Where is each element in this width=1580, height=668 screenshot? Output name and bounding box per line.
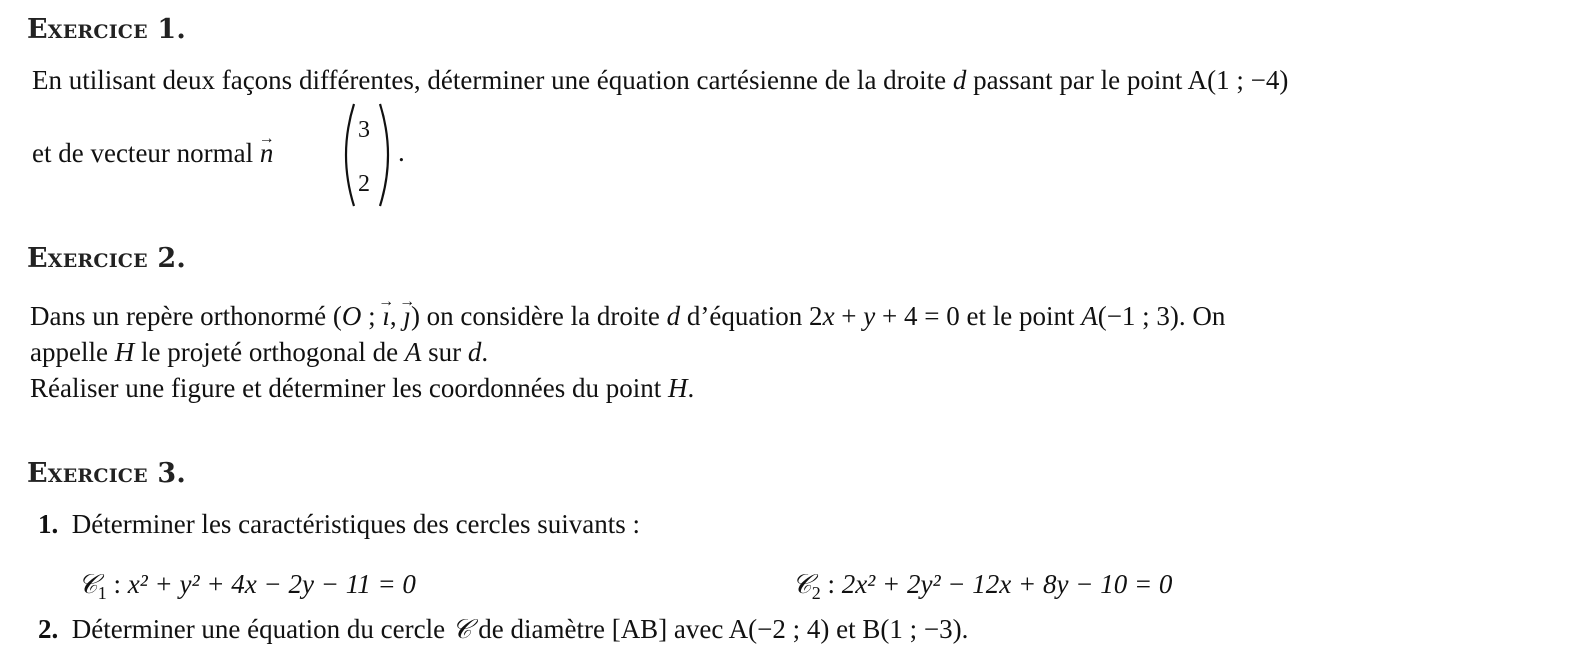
ex1-text-c: et de vecteur normal xyxy=(32,138,254,168)
origin-O: O xyxy=(341,301,362,331)
ex2-var-d: d xyxy=(666,301,681,331)
ex2-point-H-2: H xyxy=(668,373,688,403)
exercise-2-line-3 xyxy=(30,370,694,406)
ex2-var-y: y xyxy=(863,301,876,331)
exercise-1-title: Exercice 1. xyxy=(27,14,186,45)
circle-1-name: 𝒞 xyxy=(78,569,98,600)
ex2-text-b: ) on considère la droite xyxy=(410,301,660,331)
question-1-number: 1. xyxy=(38,509,59,539)
circle-1-equation xyxy=(78,566,416,611)
circle-1-eq: x² + y² + 4x − 2y − 11 = 0 xyxy=(127,569,416,599)
ex2-var-x: x xyxy=(822,301,835,331)
exercise-2-title: Exercice 2. xyxy=(27,243,186,274)
vector-i: → ı xyxy=(382,298,390,334)
ex1-text-a: En utilisant deux façons différentes, déterminer une équation cartésienne de la droite xyxy=(32,65,947,95)
question-1 xyxy=(38,506,640,542)
ex2-text-d: + 4 = 0 et le point xyxy=(875,301,1075,331)
exercise-2-line-2 xyxy=(30,334,488,370)
circle-1-colon: : xyxy=(106,569,128,599)
ex2-sep: ; xyxy=(361,301,383,331)
ex2-text-e: (−1 ; 3). On xyxy=(1097,301,1226,331)
ex2-text-g: le projeté orthogonal de xyxy=(140,337,399,367)
exercise-1-line-2 xyxy=(32,135,273,171)
ex2-point-H: H xyxy=(114,337,135,367)
column-vector xyxy=(340,100,410,210)
period: . xyxy=(398,137,405,167)
circle-2-equation xyxy=(792,566,1172,611)
normal-vector-n: → n xyxy=(260,135,274,171)
question-2-end: de diamètre [AB] avec A(−2 ; 4) et B(1 ; −3). xyxy=(478,614,969,644)
ex2-text-h: sur xyxy=(428,337,462,367)
circle-2-sub: 2 xyxy=(811,583,821,603)
question-2 xyxy=(38,611,968,648)
exercise-3-title: Exercice 3. xyxy=(27,458,186,489)
ex2-text-c: d’équation 2 xyxy=(686,301,823,331)
circle-2-name: 𝒞 xyxy=(792,569,812,600)
circle-C: 𝒞 xyxy=(451,614,472,645)
ex2-dot: . xyxy=(481,337,489,367)
exercise-1-line-1 xyxy=(32,62,1288,98)
ex1-var-d: d xyxy=(952,65,967,95)
circle-2-eq: 2x² + 2y² − 12x + 8y − 10 = 0 xyxy=(841,569,1173,599)
ex2-text-i: Réaliser une figure et déterminer les coordonnées du point xyxy=(30,373,662,403)
exercise-2-line-1 xyxy=(30,298,1225,334)
question-2-number: 2. xyxy=(38,614,59,644)
ex2-text-a: Dans un repère orthonormé ( xyxy=(30,301,342,331)
vector-top-value: 3 xyxy=(358,117,370,143)
ex2-comma: , xyxy=(389,301,404,331)
question-2-text: Déterminer une équation du cercle xyxy=(71,614,446,644)
ex1-text-b: passant par le point A(1 ; −4) xyxy=(973,65,1289,95)
question-1-text: Déterminer les caractéristiques des cercles suivants : xyxy=(71,509,641,539)
ex2-point-A-2: A xyxy=(404,337,422,367)
circle-1-sub: 1 xyxy=(97,583,107,603)
circle-2-colon: : xyxy=(820,569,842,599)
ex2-text-f: appelle xyxy=(30,337,108,367)
ex2-plus: + xyxy=(834,301,864,331)
vector-j: → ȷ xyxy=(403,298,411,334)
ex2-point-A: A xyxy=(1081,301,1098,331)
ex2-var-d-2: d xyxy=(467,337,482,367)
ex2-dot-2: . xyxy=(687,373,695,403)
vector-bottom-value: 2 xyxy=(358,171,370,197)
